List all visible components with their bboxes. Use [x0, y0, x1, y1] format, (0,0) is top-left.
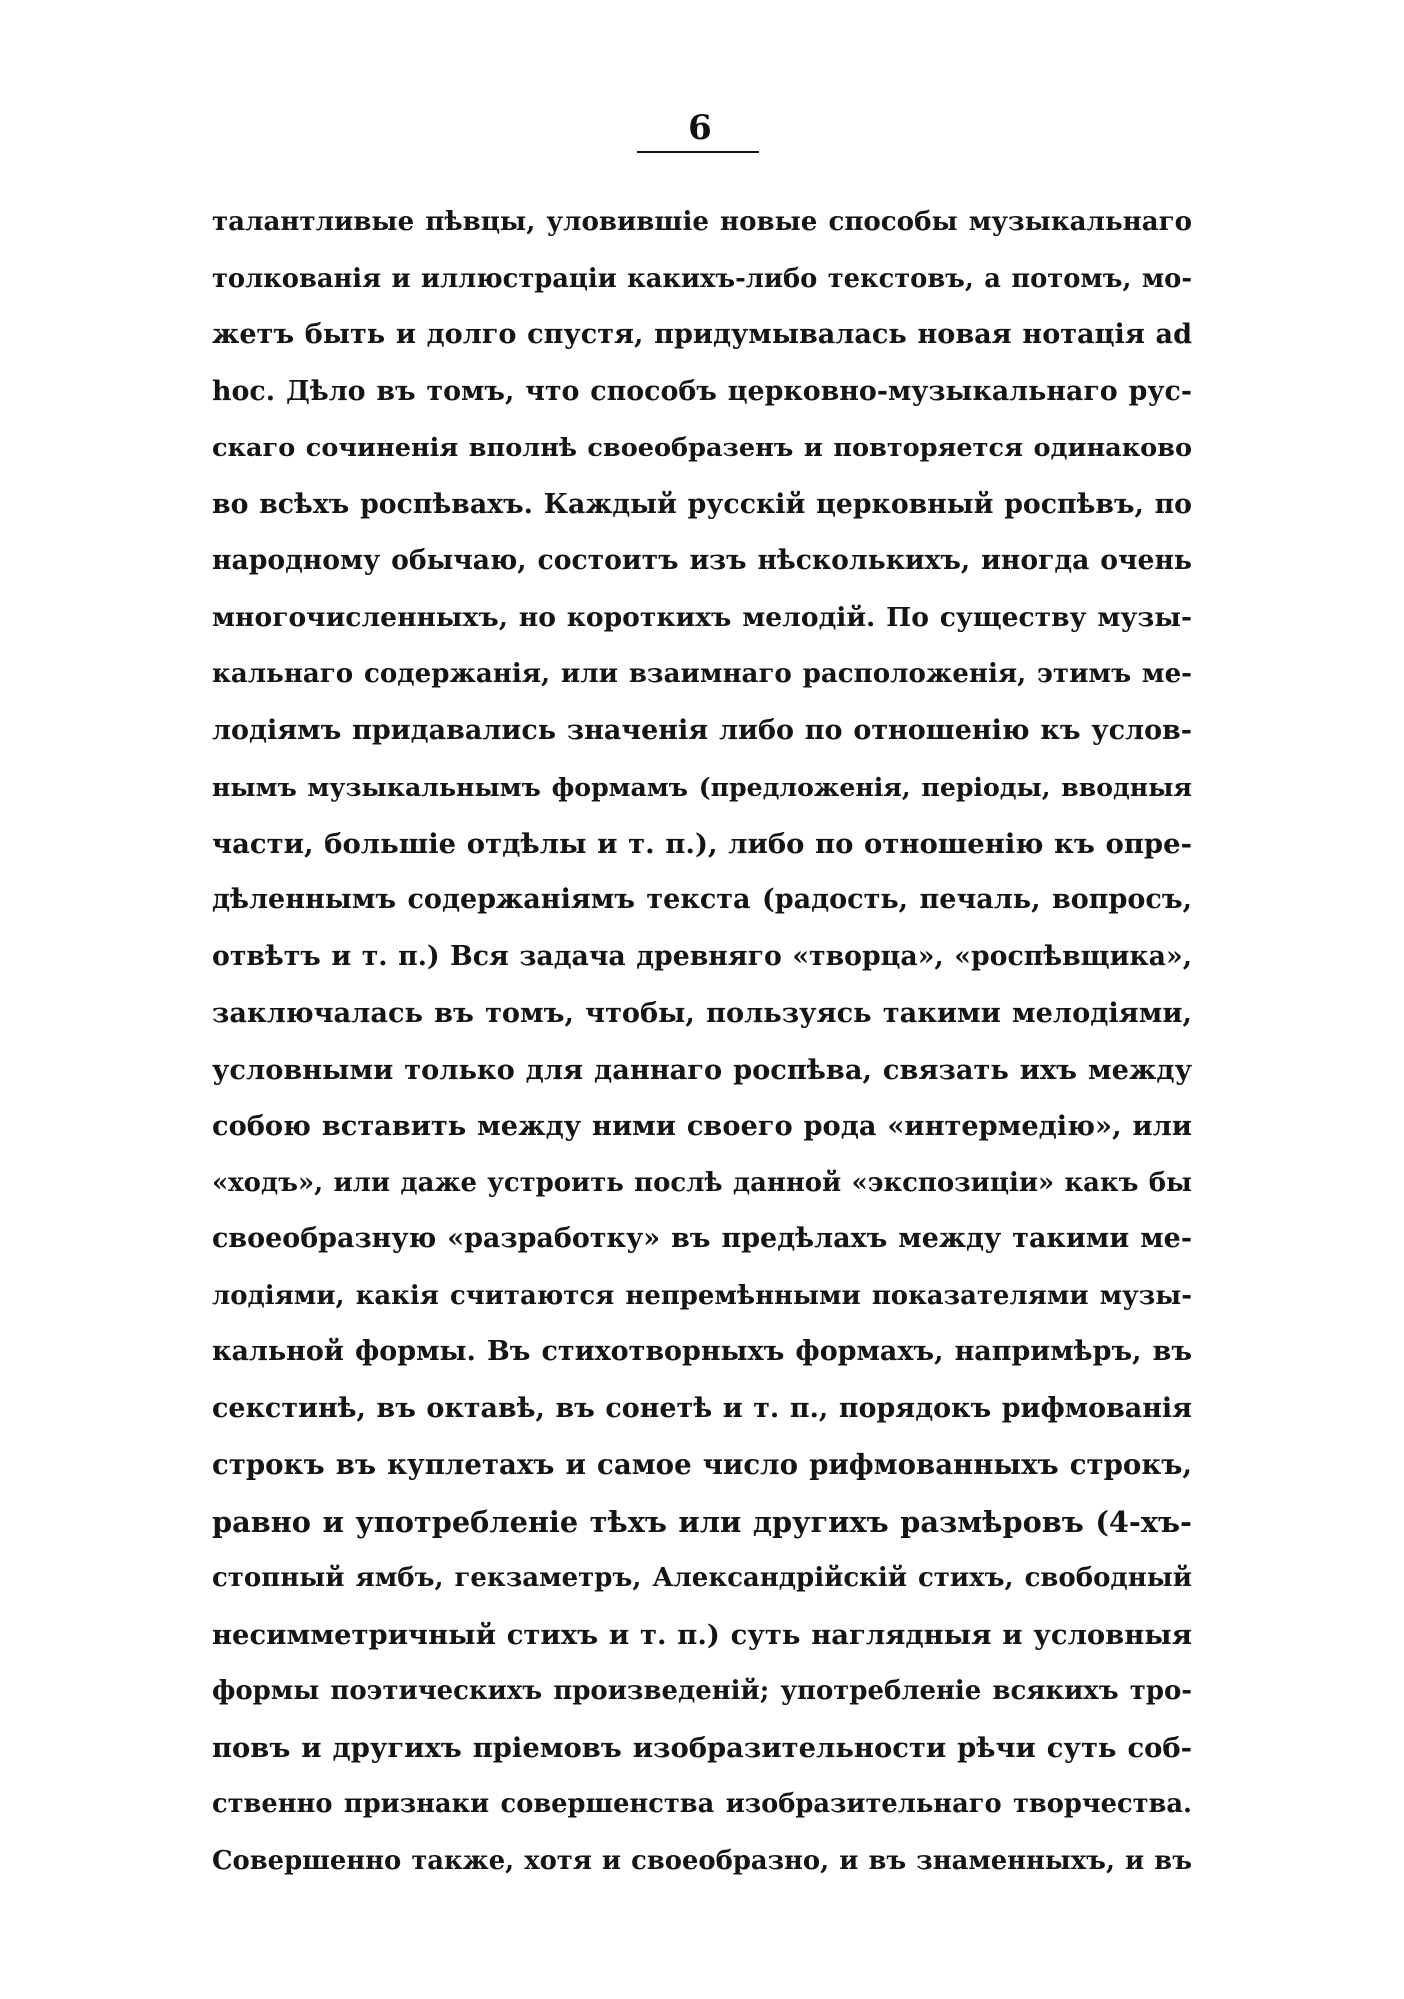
text-line: нымъ музыкальнымъ формамъ (предложенія, періоды, вводныя — [212, 772, 1192, 802]
text-line: народному обычаю, состоитъ изъ нѣсколькихъ, иногда очень — [212, 545, 1192, 576]
text-line: секстинѣ, въ октавѣ, въ сонетѣ и т. п., порядокъ рифмованія — [212, 1392, 1192, 1424]
page-number: 6 — [688, 108, 712, 148]
text-line: стопный ямбъ, гекзаметръ, Александрійскій стихъ, свободный — [212, 1563, 1192, 1593]
text-line: Совершенно также, хотя и своеобразно, и въ знаменныхъ, и въ — [212, 1845, 1192, 1876]
body-text — [212, 194, 1192, 1889]
text-line: дѣленнымъ содержаніямъ текста (радость, печаль, вопросъ, — [212, 884, 1192, 915]
text-line: толкованія и иллюстраціи какихъ-либо текстовъ, а потомъ, мо- — [212, 263, 1192, 294]
text-line: «ходъ», или даже устроить послѣ данной «экспозиціи» какъ бы — [212, 1167, 1192, 1198]
text-line: строкъ въ куплетахъ и самое число рифмованныхъ строкъ, — [212, 1448, 1192, 1481]
text-line: во всѣхъ роспѣвахъ. Каждый русскій церковный роспѣвъ, по — [212, 488, 1192, 520]
text-line: талантливые пѣвцы, уловившіе новые способы музыкальнаго — [212, 207, 1192, 237]
text-line: своеобразную «разработку» въ предѣлахъ между такими ме- — [212, 1223, 1192, 1254]
text-line: лодіямъ придавались значенія либо по отношенію къ услов- — [212, 714, 1192, 746]
text-line: кальнаго содержанія, или взаимнаго расположенія, этимъ ме- — [212, 659, 1192, 689]
text-line: формы поэтическихъ произведеній; употребленіе всякихъ тро- — [212, 1676, 1192, 1706]
text-line: части, большіе отдѣлы и т. п.), либо по отношенію къ опре- — [212, 827, 1192, 860]
page-number-rule — [637, 151, 759, 153]
text-line: жетъ быть и долго спустя, придумывалась новая нотація ad — [212, 319, 1192, 350]
text-line: многочисленныхъ, но короткихъ мелодій. По существу музы- — [212, 601, 1192, 633]
text-line: несимметричный стихъ и т. п.) суть наглядныя и условныя — [212, 1618, 1192, 1651]
text-line: повъ и другихъ пріемовъ изобразительности рѣчи суть соб- — [212, 1731, 1192, 1764]
text-line: лодіями, какія считаются непремѣнными показателями музы- — [212, 1280, 1192, 1311]
text-line: ственно признаки совершенства изобразительнаго творчества. — [212, 1789, 1192, 1819]
text-line: условными только для даннаго роспѣва, связать ихъ между — [212, 1053, 1192, 1086]
text-line: отвѣтъ и т. п.) Вся задача древняго «творца», «роспѣвщика», — [212, 940, 1192, 972]
text-line: скаго сочиненія вполнѣ своеобразенъ и повторяется одинаково — [212, 433, 1192, 463]
text-line: hoc. Дѣло въ томъ, что способъ церковно-музыкальнаго рус- — [212, 375, 1192, 407]
text-line: собою вставить между ними своего рода «интермедію», или — [212, 1110, 1192, 1142]
text-line: равно и употребленіе тѣхъ или другихъ размѣровъ (4-хъ- — [212, 1504, 1192, 1539]
text-line: заключалась въ томъ, чтобы, пользуясь такими мелодіями, — [212, 997, 1192, 1029]
text-line: кальной формы. Въ стихотворныхъ формахъ, напримѣръ, въ — [212, 1336, 1192, 1367]
